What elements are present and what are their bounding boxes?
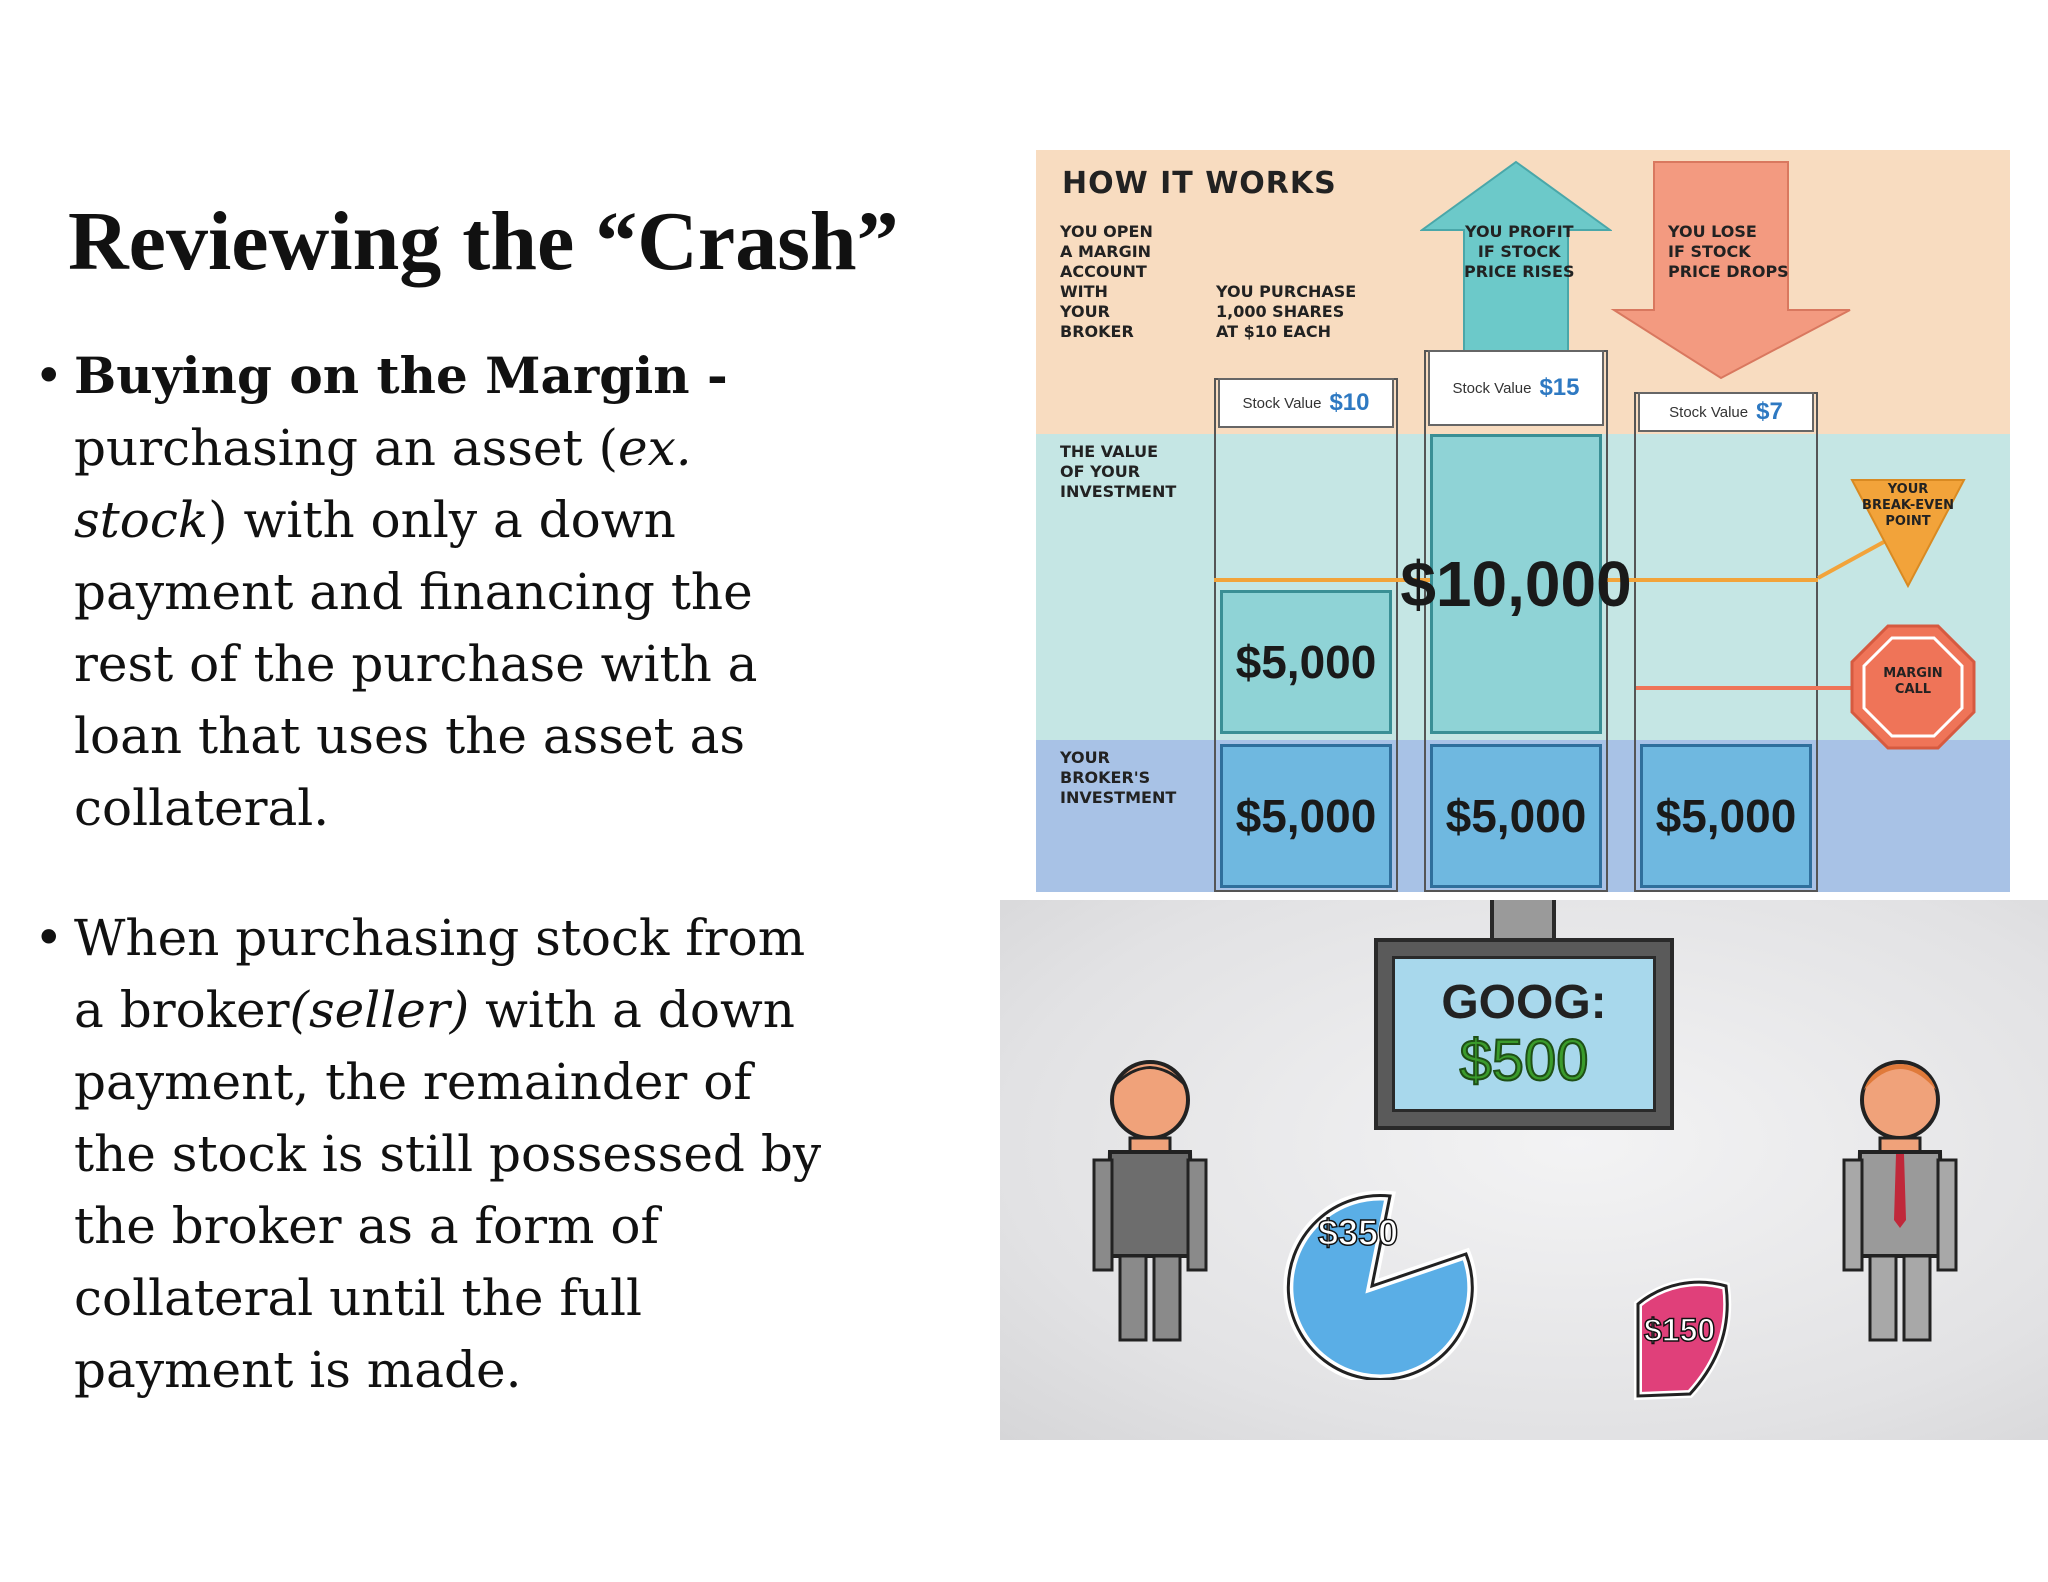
stock-cartoon (1000, 900, 2048, 1440)
sign-screen (1392, 956, 1656, 1112)
term-dash: - (689, 346, 728, 405)
margin-infographic (1036, 150, 2010, 892)
bullet1-example: ex. stock (74, 419, 692, 549)
stock-value-10 (1218, 378, 1394, 428)
stock-value-amount: $7 (1756, 398, 1783, 425)
label-broker-investment: YOUR BROKER'S INVESTMENT (1060, 748, 1177, 807)
label-lose: YOU LOSE IF STOCK PRICE DROPS (1668, 222, 1789, 281)
bullet-list (20, 340, 880, 1406)
bullet1-text-b: ) with only a down payment and financing the rest of the purchase with a loan that uses the asset as collateral. (74, 491, 758, 837)
bullet-marker: • (34, 909, 64, 967)
term-buying-on-margin: Buying on the Margin (74, 346, 690, 405)
bullet-marker: • (34, 347, 64, 405)
sign-pole (1490, 900, 1556, 942)
label-purchase: YOU PURCHASE 1,000 SHARES AT $10 EACH (1216, 282, 1357, 341)
pie-small-label: $150 (1644, 1312, 1716, 1348)
label-open-account: YOU OPEN A MARGIN ACCOUNT WITH YOUR BROKER (1060, 222, 1153, 341)
label-margin-call: MARGIN CALL (1883, 666, 1943, 697)
stock-value-amount: $15 (1539, 374, 1580, 401)
bullet2-text-a: When purchasing stock from a broker (74, 909, 806, 1039)
stock-value-label: Stock Value (1242, 394, 1322, 412)
stock-value-label: Stock Value (1452, 379, 1532, 397)
label-profit: YOU PROFIT IF STOCK PRICE RISES (1464, 222, 1575, 281)
bullet2-text-b: with a down payment, the remainder of the stock is still possessed by the broker as a form of collateral until the full payment is made. (74, 981, 822, 1399)
bill-broker-investment-3: $5,000 (1640, 744, 1812, 888)
bullet2-seller: (seller) (289, 981, 470, 1039)
stock-value-label: Stock Value (1669, 403, 1749, 421)
bill-broker-investment-2: $5,000 (1430, 744, 1602, 888)
label-value-of-investment: THE VALUE OF YOUR INVESTMENT (1060, 442, 1177, 501)
label-breakeven: YOUR BREAK-EVEN POINT (1862, 482, 1954, 529)
buyer-figure-icon (1080, 1050, 1220, 1350)
broker-figure-icon (1830, 1050, 1970, 1350)
stock-value-15 (1428, 350, 1604, 426)
stock-price-sign (1374, 938, 1674, 1130)
bullet1-text-a: purchasing an asset ( (74, 419, 618, 477)
slide-title: Reviewing the “Crash” (68, 195, 899, 288)
bill-your-investment-10000: $10,000 (1430, 434, 1602, 734)
bullet-margin-definition (20, 340, 880, 844)
infographic-title: HOW IT WORKS (1062, 166, 1337, 201)
bill-broker-investment-1: $5,000 (1220, 744, 1392, 888)
stock-value-amount: $10 (1329, 389, 1370, 416)
stock-ticker: GOOG: (1441, 976, 1607, 1029)
pie-large-label: $350 (1318, 1212, 1399, 1253)
bullet-broker-collateral (20, 902, 880, 1406)
stock-value-7 (1638, 392, 1814, 432)
stock-price: $500 (1459, 1028, 1589, 1093)
bill-your-investment-5000: $5,000 (1220, 590, 1392, 734)
